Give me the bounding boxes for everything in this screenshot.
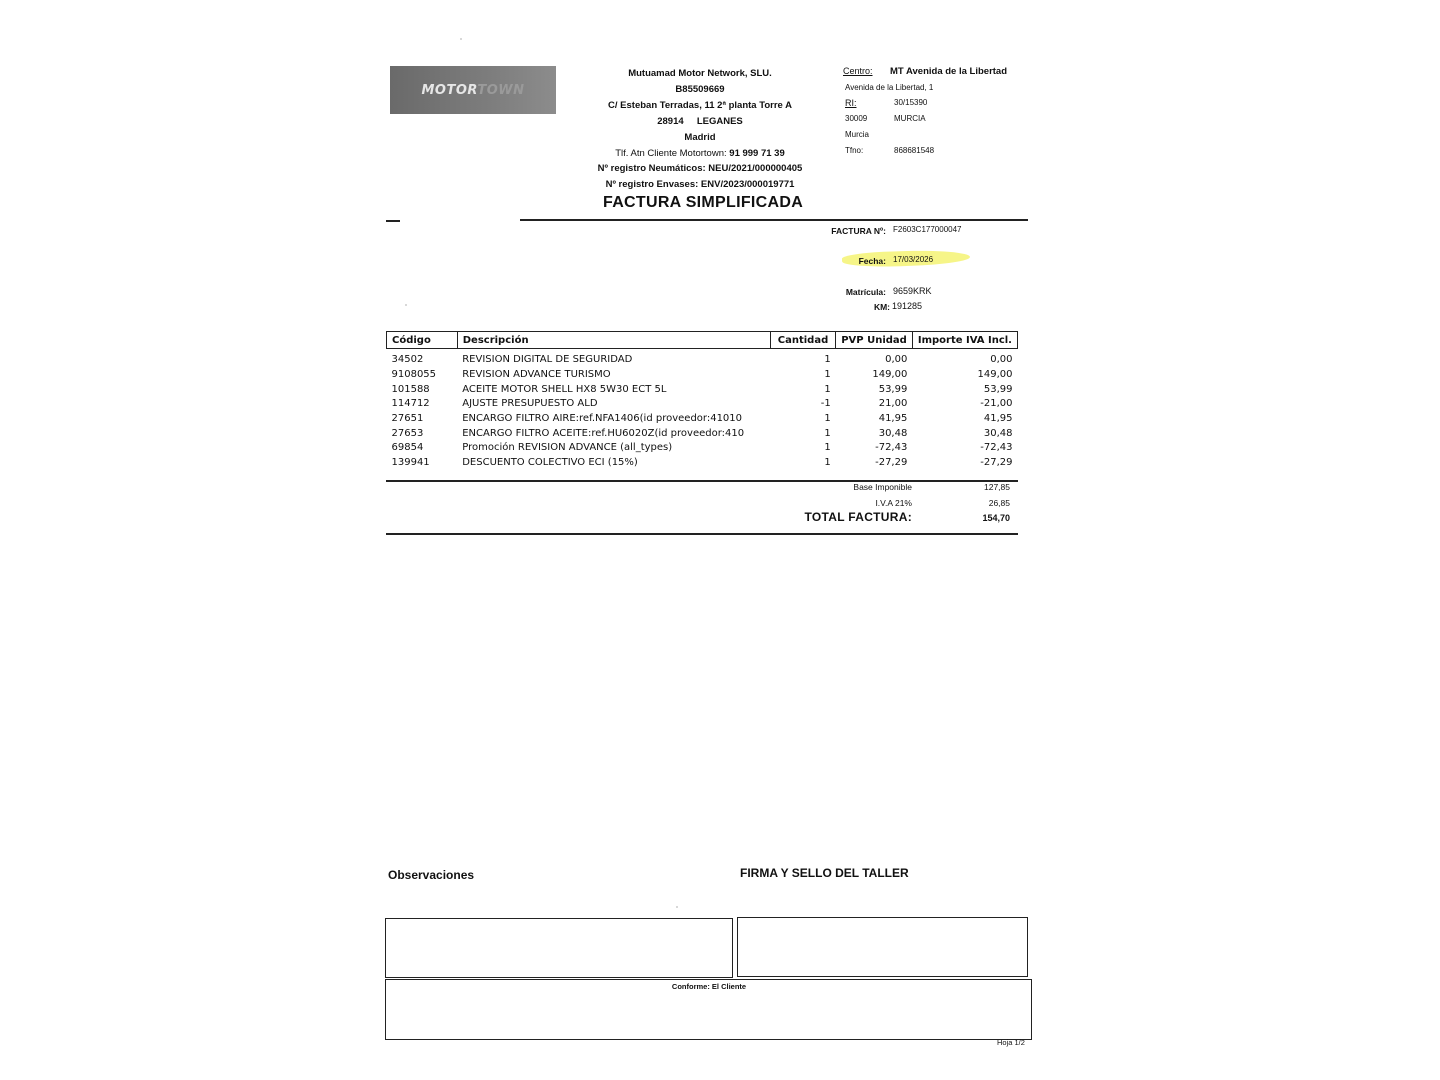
scan-speck [405, 304, 407, 306]
row-unit-price: 0,00 [885, 354, 908, 366]
iva-label: I.V.A 21% [875, 498, 912, 508]
row-amount: 30,48 [983, 427, 1013, 439]
base-value: 127,85 [984, 482, 1010, 492]
firma-sello-box [737, 917, 1028, 977]
items-table [386, 331, 1018, 470]
header-code: Código [387, 332, 458, 349]
row-quantity: -1 [820, 398, 831, 410]
invoice-title: FACTURA SIMPLIFICADA [603, 194, 804, 211]
conforme-label: Conforme: El Cliente [671, 982, 747, 991]
centro-label: Centro: [843, 66, 873, 76]
centro-ri: 30/15390 [894, 98, 928, 107]
row-code: 69854 [391, 442, 424, 454]
table-row [387, 441, 1018, 456]
row-description: ENCARGO FILTRO ACEITE:ref.HU6020Z(id proveedor:410 [462, 427, 745, 439]
centro-address: Avenida de la Libertad, 1 [845, 83, 934, 92]
company-phone-label: Tlf. Atn Cliente Motortown: [615, 148, 727, 159]
row-description: ENCARGO FILTRO AIRE:ref.NFA1406(id proveedor:41010 [462, 413, 743, 425]
row-description: DESCUENTO COLECTIVO ECI (15%) [462, 457, 638, 469]
iva-value: 26,85 [988, 498, 1010, 508]
invoice-number: F2603C177000047 [893, 225, 962, 234]
base-label: Base Imponible [853, 482, 912, 492]
observaciones-box [385, 918, 733, 978]
row-unit-price: 53,99 [878, 383, 908, 395]
row-code: 27651 [391, 413, 424, 425]
observaciones-label: Observaciones [388, 868, 475, 882]
row-unit-price: 41,95 [878, 413, 908, 425]
row-quantity: 1 [824, 354, 831, 366]
table-row [387, 411, 1018, 426]
company-phone-row [575, 146, 825, 162]
row-amount: -72,43 [980, 442, 1013, 454]
row-description: Promoción REVISION ADVANCE (all_types) [462, 442, 673, 454]
row-quantity: 1 [824, 369, 831, 381]
title-rule [520, 219, 1028, 221]
totals-bottom-rule [386, 533, 1018, 535]
plate-value: 9659KRK [893, 286, 932, 296]
table-row [387, 426, 1018, 441]
total-value: 154,70 [982, 513, 1010, 523]
row-quantity: 1 [824, 442, 831, 454]
header-description: Descripción [457, 332, 770, 349]
row-quantity: 1 [824, 457, 831, 469]
row-unit-price: 21,00 [878, 398, 908, 410]
row-amount: 0,00 [990, 354, 1013, 366]
table-header-row [387, 332, 1018, 349]
scan-speck [460, 38, 462, 40]
km-label: KM: [873, 302, 890, 312]
row-quantity: 1 [824, 427, 831, 439]
logo-text [422, 83, 525, 98]
table-row [387, 367, 1018, 382]
row-unit-price: 30,48 [878, 427, 908, 439]
table-row [387, 382, 1018, 397]
invoice-number-label: FACTURA Nº: [831, 226, 886, 236]
logo-text-motor: MOTOR [421, 82, 478, 98]
row-description: REVISION ADVANCE TURISMO [462, 369, 611, 381]
centro-ri-label: RI: [845, 98, 857, 108]
row-amount: -27,29 [980, 457, 1013, 469]
row-code: 139941 [391, 457, 430, 469]
company-info [575, 66, 825, 194]
row-unit-price: -72,43 [875, 442, 908, 454]
centro-phone-label: Tfno: [845, 146, 864, 155]
row-code: 101588 [391, 383, 430, 395]
company-city: LEGANES [696, 116, 743, 127]
centro-city: MURCIA [894, 114, 926, 123]
row-quantity: 1 [824, 383, 831, 395]
total-label: TOTAL FACTURA: [804, 510, 912, 524]
neumaticos-value: NEU/2021/000000405 [708, 163, 803, 174]
row-description: AJUSTE PRESUPUESTO ALD [462, 398, 598, 410]
row-code: 9108055 [391, 369, 437, 381]
header-amount: Importe IVA Incl. [912, 332, 1017, 349]
page-number: Hoja 1/2 [997, 1038, 1025, 1047]
centro-province: Murcia [845, 130, 870, 139]
neumaticos-row [575, 162, 825, 176]
table-row [387, 353, 1018, 368]
centro-phone: 868681548 [894, 146, 935, 155]
row-description: REVISION DIGITAL DE SEGURIDAD [462, 354, 633, 366]
row-amount: 53,99 [983, 383, 1013, 395]
centro-name: MT Avenida de la Libertad [890, 66, 1008, 77]
header-unit-price: PVP Unidad [836, 332, 913, 349]
invoice-date-label: Fecha: [858, 256, 886, 266]
scan-speck [676, 906, 678, 908]
row-quantity: 1 [824, 413, 831, 425]
row-description: ACEITE MOTOR SHELL HX8 5W30 ECT 5L [462, 383, 667, 395]
firma-label: FIRMA Y SELLO DEL TALLER [740, 866, 909, 880]
table-row [387, 397, 1018, 412]
km-value: 191285 [892, 301, 923, 311]
plate-label: Matrícula: [845, 287, 886, 297]
totals-top-rule [386, 480, 1018, 482]
row-amount: 41,95 [983, 413, 1013, 425]
header-quantity: Cantidad [770, 332, 835, 349]
row-amount: 149,00 [977, 369, 1013, 381]
left-tick-rule [386, 220, 400, 222]
company-name: Mutuamad Motor Network, SLU. [628, 68, 772, 79]
company-cif: B85509669 [675, 84, 725, 95]
row-unit-price: 149,00 [872, 369, 908, 381]
row-code: 34502 [391, 354, 424, 366]
row-code: 27653 [391, 427, 424, 439]
table-row [387, 455, 1018, 470]
company-address: C/ Esteban Terradas, 11 2ª planta Torre A [608, 100, 792, 111]
row-unit-price: -27,29 [875, 457, 908, 469]
row-amount: -21,00 [980, 398, 1013, 410]
company-postal-code: 28914 [657, 116, 684, 127]
motortown-logo [390, 66, 556, 114]
company-province: Madrid [684, 132, 716, 143]
neumaticos-label: Nº registro Neumáticos: [597, 163, 706, 174]
envases-row [575, 176, 825, 194]
centro-postal-code: 30009 [845, 114, 868, 123]
company-phone: 91 999 71 39 [729, 148, 785, 159]
logo-text-town: TOWN [477, 82, 525, 98]
row-code: 114712 [391, 398, 430, 410]
invoice-date: 17/03/2026 [893, 255, 934, 264]
envases-label: Nº registro Envases: [605, 179, 699, 190]
envases-value: ENV/2023/000019771 [700, 179, 795, 190]
company-postal-city [575, 114, 825, 130]
